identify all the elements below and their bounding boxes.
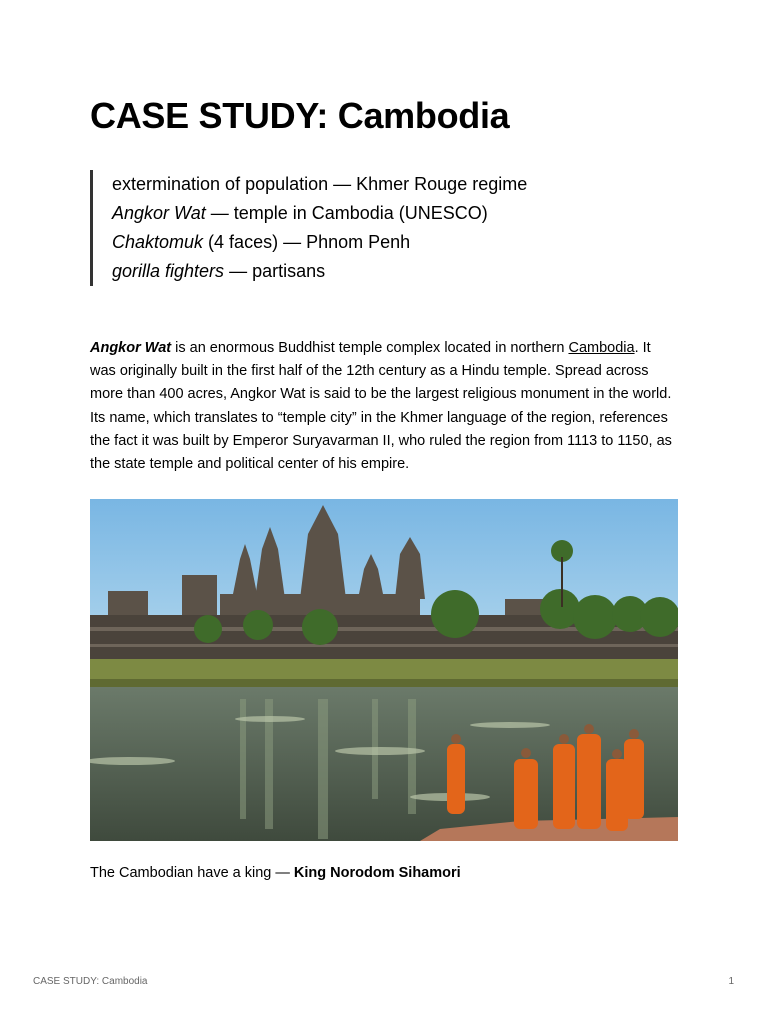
blockquote <box>90 170 527 286</box>
quote-line-3-term: Chaktomuk <box>112 232 204 252</box>
paragraph-lead: Angkor Wat <box>90 340 172 356</box>
cambodia-link[interactable]: Cambodia <box>568 340 635 356</box>
quote-line-1 <box>112 170 527 199</box>
angkor-wat-photo <box>90 499 678 841</box>
quote-line-4-term: gorilla fighters <box>112 261 225 281</box>
quote-line-3-text: (4 faces) — Phnom Penh <box>203 232 411 252</box>
quote-line-1-text: extermination of population — Khmer Rouge regime <box>112 174 528 194</box>
quote-line-4 <box>112 257 527 286</box>
quote-line-2-text: — temple in Cambodia (UNESCO) <box>205 203 488 223</box>
quote-line-4-text: — partisans <box>224 261 326 281</box>
paragraph-part-1: is an enormous Buddhist temple complex located in northern <box>171 340 569 356</box>
footer-page-number: 1 <box>728 976 734 987</box>
page-title: CASE STUDY: Cambodia <box>90 95 510 136</box>
image-caption <box>90 865 461 881</box>
footer-document-title: CASE STUDY: Cambodia <box>33 976 148 987</box>
quote-line-2-term: Angkor Wat <box>112 203 206 223</box>
body-paragraph <box>90 337 680 476</box>
paragraph-part-2: . It was originally built in the first half of the 12th century as a Hindu temple. Spread across more than 400 acres, Angkor Wat is said to be the largest religious monument in the world. Its name, which translates to “temple city” in the Khmer language of the region, references the fact it was built by Emperor Suryavarman II, who ruled the region from 1113 to 1150, as the state temple and political center of his empire. <box>90 340 672 473</box>
caption-text: The Cambodian have a king — <box>90 865 294 881</box>
quote-line-3 <box>112 228 527 257</box>
quote-line-2 <box>112 199 527 228</box>
caption-king-name: King Norodom Sihamori <box>293 865 461 881</box>
